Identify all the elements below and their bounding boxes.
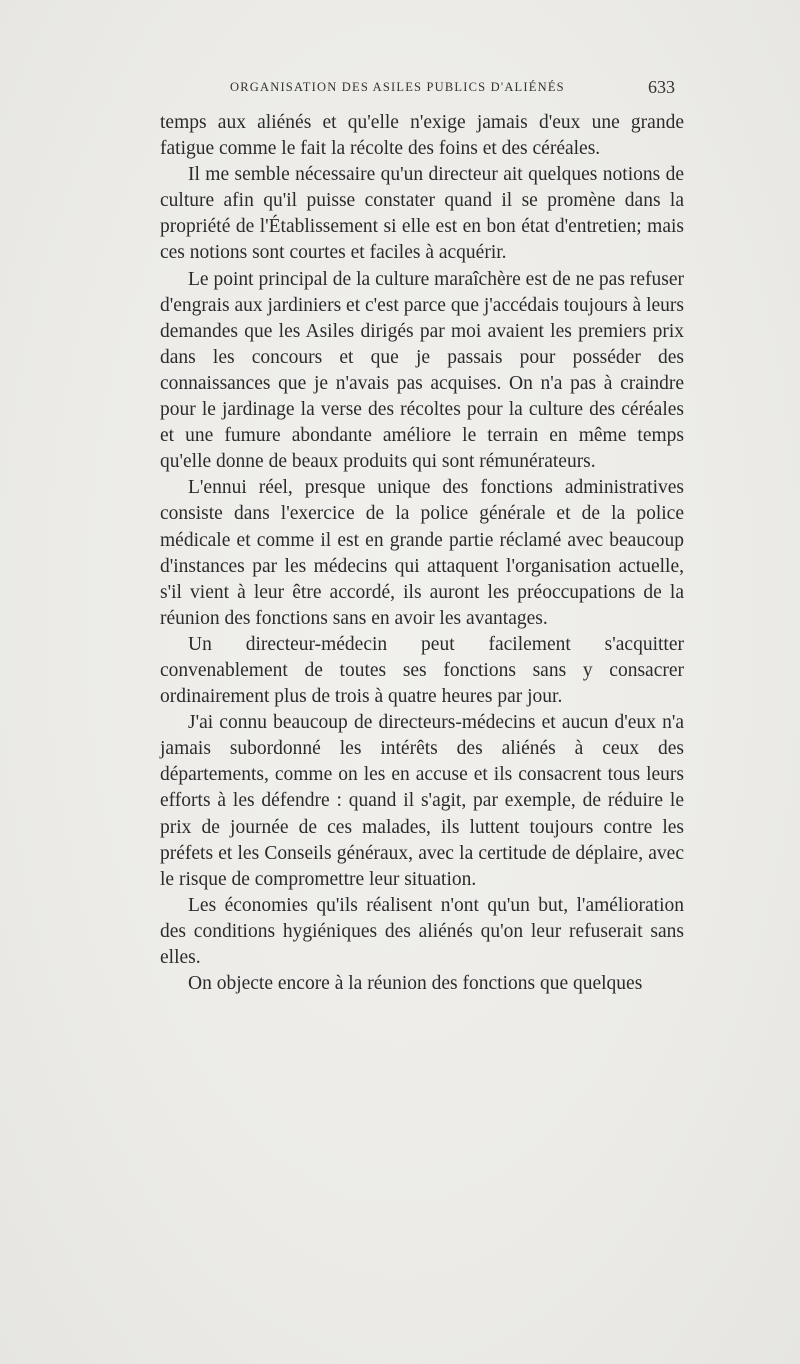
paragraph: Il me semble nécessaire qu'un directeur ait quelques notions de culture afin qu'il puisse constater quand il se promène dans la propriété de l'Établissement si elle est en bon état d'entretien; mais ces notions sont courtes et faciles à acquérir. <box>160 164 684 264</box>
paragraph: Les économies qu'ils réalisent n'ont qu'un but, l'amélioration des conditions hygiéniques des aliénés qu'on leur refuserait sans elles. <box>160 894 684 968</box>
paragraph: On objecte encore à la réunion des fonctions que quelques <box>188 973 643 995</box>
paragraph-continued: temps aux aliénés et qu'elle n'exige jamais d'eux une grande fatigue comme le fait la récolte des foins et des céréales. <box>160 112 684 160</box>
paragraph: Le point principal de la culture maraîchère est de ne pas refuser d'engrais aux jardiniers et c'est parce que j'accédais toujours à leurs demandes que les Asiles dirigés par moi avaient les premiers prix dans les concours et que je passais pour posséder des connaissances que je n'avais pas acquises. On n'a pas à craindre pour le jardinage la verse des récoltes pour la culture des céréales et une fumure abondante améliore le terrain en même temps qu'elle donne de beaux produits qui sont rémunérateurs. <box>160 268 684 473</box>
body-text <box>160 110 684 997</box>
page-header <box>230 77 800 104</box>
paragraph: L'ennui réel, presque unique des fonctions administratives consiste dans l'exercice de la police générale et de la police médicale et comme il est en grande partie réclamé avec beaucoup d'instances par les médecins qui attaquent l'organisation actuelle, s'il vient à leur être accordé, ils auront les préoccupations de la réunion des fonctions sans en avoir les avantages. <box>160 477 684 629</box>
running-head: ORGANISATION DES ASILES PUBLICS D'ALIÉNÉS <box>230 80 565 94</box>
paragraph: Un directeur-médecin peut facilement s'acquitter convenablement de toutes ses fonctions sans y consacrer ordinairement plus de trois à quatre heures par jour. <box>160 633 684 708</box>
page-number: 633 <box>648 77 675 97</box>
paragraph: J'ai connu beaucoup de directeurs-médecins et aucun d'eux n'a jamais subordonné les intérêts des aliénés à ceux des départements, comme on les en accuse et ils consacrent tous leurs efforts à les défendre : quand il s'agit, par exemple, de réduire le prix de journée de ces malades, ils luttent toujours contre les préfets et les Conseils généraux, avec la certitude de déplaire, avec le risque de compromettre leur situation. <box>160 712 684 890</box>
